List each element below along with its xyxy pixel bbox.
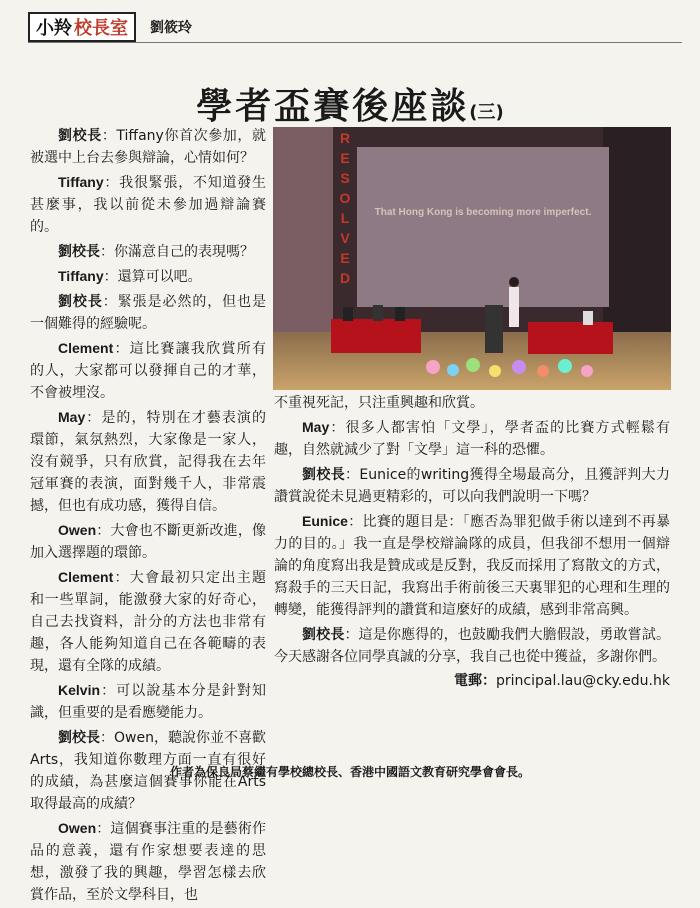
speech-text: ：Eunice的writing獲得全場最高分，且獲評判大力讚賞說從未見過更精彩的，可以向我們說明一下嗎？ [274, 467, 670, 505]
speaker-name: Owen [58, 820, 97, 836]
resolved-letter: S [340, 170, 350, 186]
title-main: 學者盃賽後座談 [196, 86, 470, 127]
resolved-letter: R [339, 130, 351, 146]
resolved-letter: L [340, 210, 350, 226]
right-dialogue [274, 416, 670, 668]
resolved-letter: E [340, 150, 350, 166]
speaker-name: May [302, 419, 330, 435]
title-suffix: (三) [469, 102, 504, 123]
dialogue-paragraph [30, 566, 266, 677]
speech-text: ：Tiffany你首次參加，就被選中上台去參與辯論，心情如何？ [30, 128, 267, 166]
speech-text: ：大會也不斷更新改進，像加入選擇題的環節。 [30, 523, 266, 561]
speech-text: ：這是你應得的，也鼓勵我們大膽假設，勇敢嘗試。今天感謝各位同學真誠的分享，我自己也從中獲益，多謝你們。 [274, 627, 671, 665]
continued-paragraph: 不重視死記，只注重興趣和欣賞。 [274, 395, 484, 411]
speech-text: ：是的，特別在才藝表演的環節，氣氛熱烈，大家像是一家人，沒有競爭，只有欣賞，記得我在去年冠軍賽的表演，面對幾千人，非常震撼，但也有成功感，獲得自信。 [30, 410, 266, 514]
email-address[interactable]: principal.lau@cky.edu.hk [496, 673, 670, 689]
column-tag-black: 小羚 [36, 18, 72, 39]
resolved-letter: V [340, 230, 350, 246]
speech-text: ：Owen，聽說你並不喜歡Arts，我知道你數理方面一直有很好的成績，為甚麼這個賽事你能在Arts取得最高的成績？ [30, 730, 266, 812]
author-name: 劉筱玲 [150, 20, 192, 36]
column-badge [28, 12, 136, 42]
motion-text: That Hong Kong is becoming more imperfect. [374, 207, 592, 218]
speech-text: ：還算可以吧。 [103, 269, 202, 285]
speaker-name: May [58, 409, 86, 425]
dialogue-paragraph [30, 290, 266, 335]
speaker-name: 劉校長 [58, 243, 100, 259]
speaker-name: Clement [58, 569, 114, 585]
dialogue-paragraph [30, 406, 266, 517]
resolved-letter: O [339, 190, 351, 206]
speech-text: ：緊張是必然的，但也是一個難得的經驗呢。 [30, 294, 267, 332]
dialogue-paragraph [30, 519, 266, 564]
dialogue-paragraph [30, 265, 266, 288]
header-rule [28, 42, 682, 43]
speaker-name: Owen [58, 522, 97, 538]
dialogue-paragraph [30, 817, 266, 906]
dialogue-paragraph [274, 623, 670, 668]
speaker-name: 劉校長 [302, 626, 345, 642]
speaker-name: 劉校長 [58, 729, 101, 745]
author-footnote: 作者為保良局蔡繼有學校總校長、香港中國語文教育研究學會會長。 [169, 765, 530, 779]
speaker-name: Clement [58, 340, 114, 356]
column-tag-red: 校長室 [74, 18, 128, 39]
speaker-name: 劉校長 [58, 127, 102, 143]
stage-photo-illustration [273, 127, 671, 390]
dialogue-paragraph [30, 171, 266, 238]
speaker-name: 劉校長 [302, 466, 346, 482]
speech-text: ：我很緊張，不知道發生甚麼事，我以前從未參加過辯論賽的。 [30, 175, 266, 235]
dialogue-paragraph [274, 416, 670, 461]
speaker-name: Tiffany [58, 268, 104, 284]
column-header [28, 12, 192, 42]
speech-text: ：大會最初只定出主題和一些單詞，能激發大家的好奇心，自己去找資料，計分的方法也非常有趣，各人能夠知道自己在各範疇的表現，還有全隊的成績。 [30, 570, 266, 674]
dialogue-paragraph [30, 240, 266, 263]
dialogue-paragraph [274, 510, 670, 621]
speaker-name: Kelvin [58, 682, 101, 698]
speech-text: ：很多人都害怕「文學」，學者盃的比賽方式輕鬆有趣，自然就減少了對「文學」這一科的恐懼。 [274, 420, 670, 458]
right-column [274, 392, 670, 694]
dialogue-paragraph [30, 679, 266, 724]
speech-text: ：這比賽讓我欣賞所有的人，大家都可以發揮自己的才華，不會被埋沒。 [30, 341, 266, 401]
resolved-letter: E [340, 250, 350, 266]
article-title [0, 78, 700, 129]
dialogue-paragraph [274, 463, 670, 508]
speech-text: ：這個賽事注重的是藝術作品的意義，還有作家想要表達的思想，激發了我的興趣，學習怎樣去欣賞作品，至於文學科目，也 [30, 821, 266, 903]
left-column [30, 124, 266, 908]
event-photo [273, 127, 671, 390]
speaker-name: 劉校長 [58, 293, 103, 309]
dialogue-paragraph [30, 337, 266, 404]
speech-text: ：可以說基本分是針對知識，但重要的是看應變能力。 [30, 683, 266, 721]
speech-text: ：你滿意自己的表現嗎？ [100, 244, 254, 260]
speaker-name: Tiffany [58, 174, 104, 190]
email-label: 電郵： [454, 673, 496, 689]
resolved-letter: D [339, 270, 351, 286]
dialogue-paragraph [30, 124, 266, 169]
speech-text: ：比賽的題目是：「應否為罪犯做手術以達到不再暴力的目的。」我一直是學校辯論隊的成員，但我卻不想用一個辯論的角度寫出我是贊成或是反對，我反而採用了寫散文的方式，寫殺手的三天日記，我寫出手術前後三天裏罪犯的心理和生理的轉變，能獲得評判的讚賞和這麼好的成績，感到非常高興。 [274, 514, 670, 618]
speaker-name: Eunice [302, 513, 348, 529]
email-line [274, 670, 670, 692]
